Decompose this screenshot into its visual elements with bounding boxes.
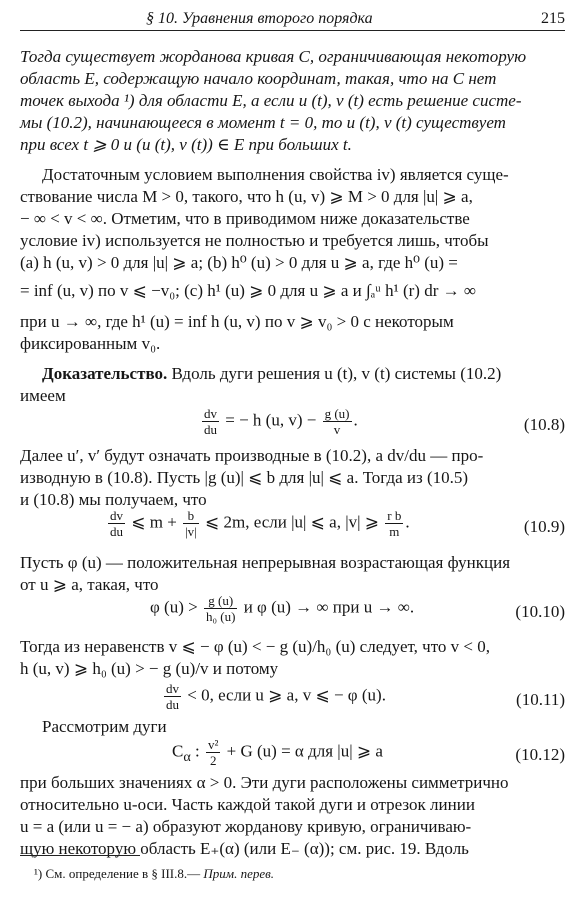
equation-10-10 xyxy=(150,593,414,624)
lhs-denominator: du xyxy=(166,697,179,712)
frac-numerator: r b xyxy=(387,508,402,523)
proof-heading: Доказательство. xyxy=(42,364,168,383)
frac-numerator: g (u) xyxy=(204,593,237,609)
eq-middle: = − h (u, v) − xyxy=(225,410,317,430)
eq-rest: и φ (u) → ∞ при u → ∞. xyxy=(243,597,415,617)
equation-10-8 xyxy=(200,406,358,437)
equation-10-9 xyxy=(106,508,410,539)
eq-after: ⩽ 2m, если |u| ⩽ a, |v| ⩾ xyxy=(205,512,379,532)
equation-number: (10.8) xyxy=(523,415,565,434)
paragraph-line: фиксированным v₀. xyxy=(20,334,161,353)
equation-number: (10.10) xyxy=(515,602,565,621)
lhs-numerator: dv xyxy=(204,406,217,421)
theorem-line: точек выхода ¹) для области E, а если u (t), v (t) есть решение систе- xyxy=(20,91,522,110)
frac-denominator: v xyxy=(333,422,341,437)
paragraph-line: Тогда из неравенств v ⩽ − φ (u) < − g (u)/h₀ (u) следует, что v < 0, xyxy=(20,637,490,656)
frac-denominator: h₀ (u) xyxy=(205,609,236,624)
frac-numerator: b xyxy=(183,508,199,524)
eq-colon: : xyxy=(190,741,200,761)
eq-tail: . xyxy=(353,410,358,430)
equation-number: (10.9) xyxy=(523,517,565,536)
frac-numerator: g (u) xyxy=(324,406,350,421)
proof-text: Вдоль дуги решения u (t), v (t) системы (10.2) xyxy=(167,364,502,383)
lhs-denominator: du xyxy=(110,524,123,539)
eq-lhs-subscript: α xyxy=(183,748,191,765)
paragraph-line: Достаточным условием выполнения свойства iv) является суще- xyxy=(42,165,509,184)
frac-numerator: v² xyxy=(208,737,219,752)
equation-10-12 xyxy=(172,737,383,768)
paragraph-line: Пусть φ (u) — положительная непрерывная возрастающая функция xyxy=(20,553,511,572)
eq-lhs: C xyxy=(172,741,184,761)
eq-rest: < 0, если u ⩾ a, v ⩽ − φ (u). xyxy=(187,685,386,705)
eq-rest: + G (u) = α для |u| ⩾ a xyxy=(226,741,383,761)
theorem-line: область E, содержащую начало координат, такая, что на C нет xyxy=(20,69,497,88)
paragraph-line: и (10.8) мы получаем, что xyxy=(20,490,207,509)
frac-denominator: 2 xyxy=(209,753,217,768)
eq-middle: ⩽ m + xyxy=(131,512,177,532)
paragraph-line: = inf (u, v) по v ⩽ −v₀; (c) h¹ (u) ⩾ 0 для u ⩾ a и ∫ₐᵘ h¹ (r) dr → ∞ xyxy=(20,281,476,300)
paragraph-line: при больших значениях α > 0. Эти дуги расположены симметрично xyxy=(20,773,509,792)
paragraph-line: относительно u-оси. Часть каждой такой дуги и отрезок линии xyxy=(20,795,475,814)
paragraph-line: (a) h (u, v) > 0 для |u| ⩾ a; (b) h⁰ (u) > 0 для u ⩾ a, где h⁰ (u) = xyxy=(20,253,458,272)
equation-number: (10.11) xyxy=(516,690,565,709)
footnote-text: ¹) См. определение в § III.8.— xyxy=(34,866,204,881)
lhs-numerator: dv xyxy=(166,681,179,696)
proof-line xyxy=(42,364,501,384)
frac-denominator: |v| xyxy=(185,524,197,539)
frac-denominator: m xyxy=(389,524,400,539)
paragraph-line: − ∞ < v < ∞. Отметим, что в приводимом ниже доказательстве xyxy=(20,209,470,228)
footnote xyxy=(34,864,274,884)
paragraph-line: изводную в (10.8). Пусть |g (u)| ⩽ b для |u| ⩽ a. Тогда из (10.5) xyxy=(20,468,469,487)
equation-10-11 xyxy=(162,681,386,712)
paragraph-line: при u → ∞, где h¹ (u) = inf h (u, v) по v ⩾ v₀ > 0 с некоторым xyxy=(20,312,454,331)
lhs-numerator: dv xyxy=(110,508,123,523)
running-header xyxy=(20,8,565,31)
page-number: 215 xyxy=(541,10,565,27)
footnote-italic: Прим. перев. xyxy=(203,866,275,881)
lhs-denominator: du xyxy=(204,422,217,437)
paragraph-line: u = a (или u = − a) образуют жорданову кривую, ограничиваю- xyxy=(20,817,472,836)
paragraph-line: Рассмотрим дуги xyxy=(42,717,167,736)
theorem-line: Тогда существует жорданова кривая C, ограничивающая некоторую xyxy=(20,47,527,66)
header-title: § 10. Уравнения второго порядка xyxy=(146,10,373,27)
paragraph-line: от u ⩾ a, такая, что xyxy=(20,575,159,594)
proof-line: имеем xyxy=(20,386,66,405)
footnote-rule xyxy=(20,855,140,856)
paragraph-line: Далее u′, v′ будут означать производные в (10.2), а dv/du — про- xyxy=(20,446,484,465)
eq-tail: . xyxy=(405,512,410,532)
paragraph-line: ствование числа M > 0, такого, что h (u, v) ⩾ M > 0 для |u| ⩾ a, xyxy=(20,187,473,206)
equation-number: (10.12) xyxy=(515,745,565,764)
paragraph-line: h (u, v) ⩾ h₀ (u) > − g (u)/v и потому xyxy=(20,659,279,678)
paragraph-line: щую некоторую область E₊(α) (или E₋ (α)); см. рис. 19. Вдоль xyxy=(20,839,469,858)
eq-lhs: φ (u) > xyxy=(150,597,198,617)
theorem-line: при всех t ⩾ 0 и (u (t), v (t)) ∈ E при больших t. xyxy=(20,135,352,154)
theorem-line: мы (10.2), начинающееся в момент t = 0, то u (t), v (t) существует xyxy=(20,113,506,132)
paragraph-line: условие iv) используется не полностью и требуется лишь, чтобы xyxy=(20,231,489,250)
